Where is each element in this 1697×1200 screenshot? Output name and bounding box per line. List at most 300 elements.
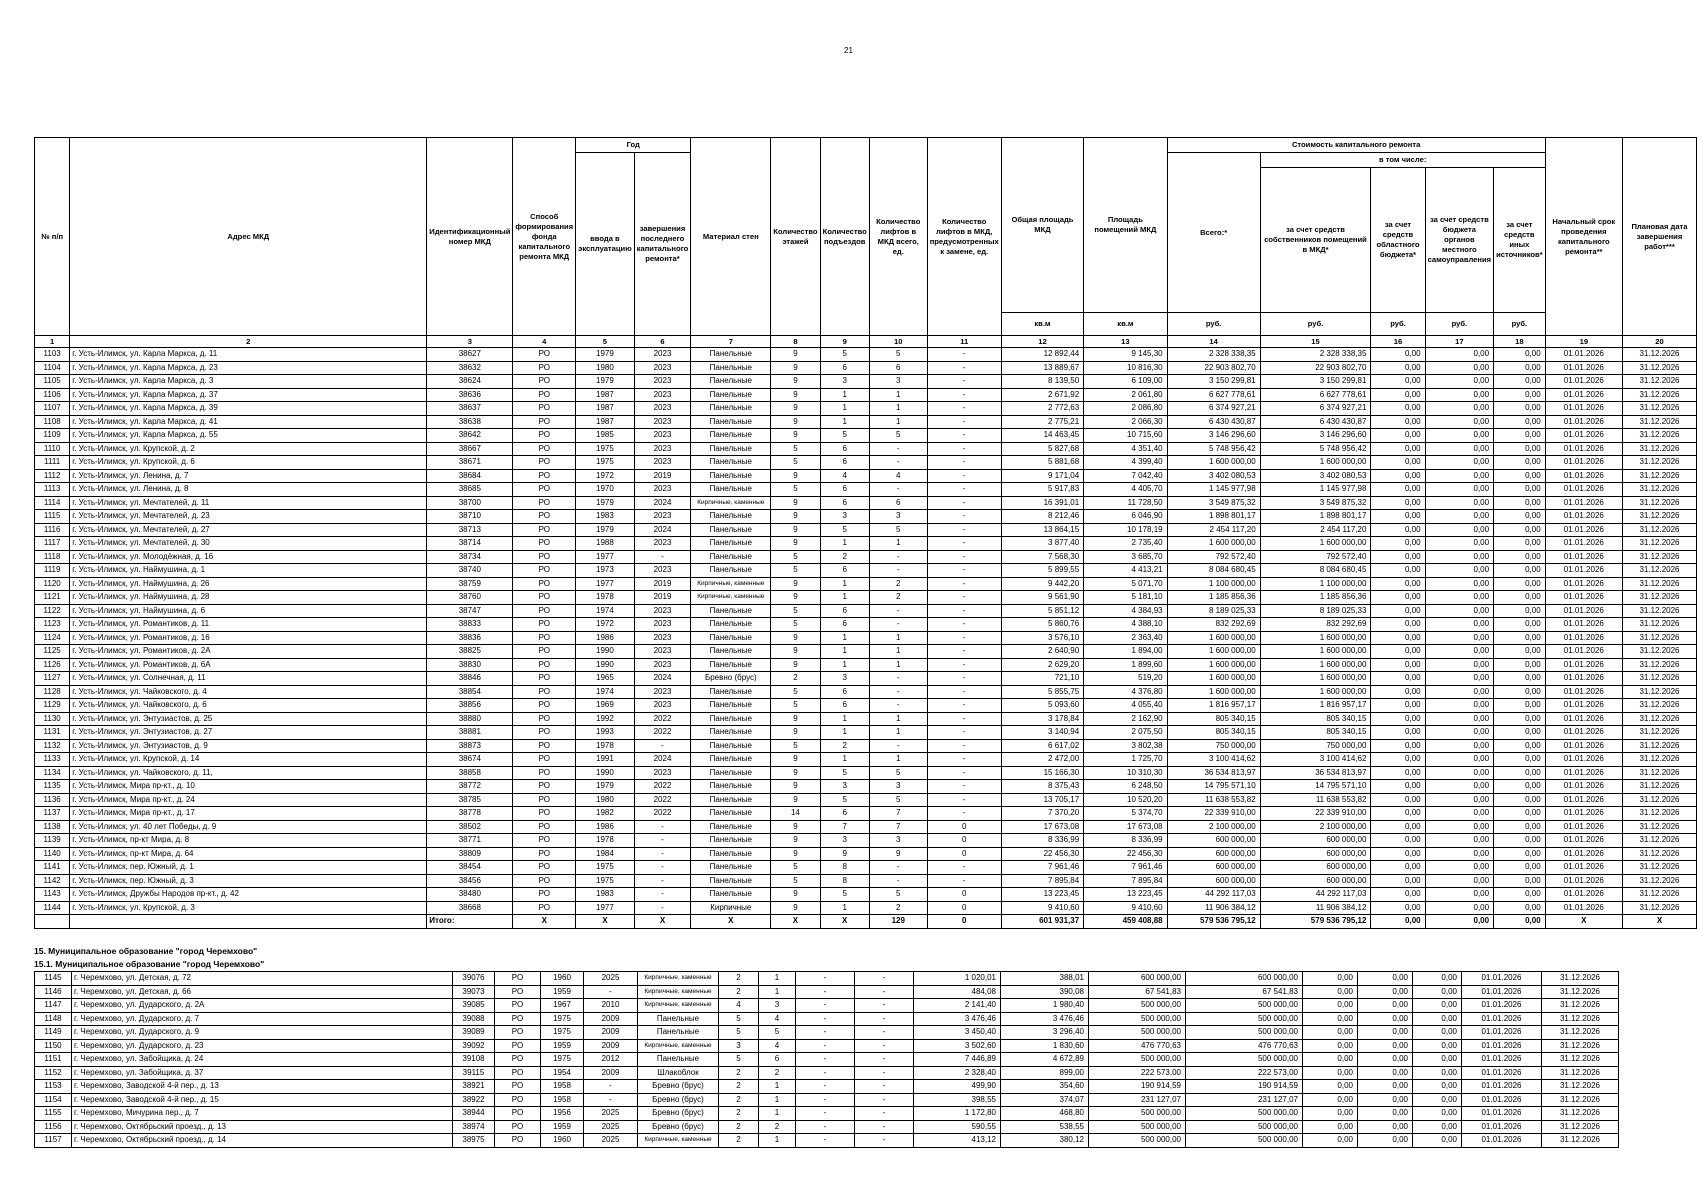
table-cell: 2023 [634,415,691,429]
table-cell: Панельные [691,807,771,821]
table-cell: 1987 [576,402,635,416]
table-cell: 8 084 680,45 [1260,564,1371,578]
table-cell: - [869,456,927,470]
table-cell: 5 899,55 [1001,564,1083,578]
table-cell: 0,00 [1371,564,1425,578]
table-cell: 750 000,00 [1260,739,1371,753]
table-cell: 0,00 [1494,469,1546,483]
table-cell: г. Усть-Илимск, Дружбы Народов пр-кт., д. 42 [70,888,427,902]
table-cell: 38740 [427,564,513,578]
table-cell: 01.01.2026 [1462,1053,1542,1067]
table-cell: 2023 [634,388,691,402]
table-cell: 0,00 [1494,658,1546,672]
table-cell: 3 549 875,32 [1167,496,1260,510]
total-cell: 129 [869,915,927,929]
table-cell: 2023 [634,685,691,699]
table-cell: 4 [869,469,927,483]
table-cell: РО [513,888,576,902]
table-cell: 1978 [576,739,635,753]
column-number: 6 [634,336,691,348]
table-cell: 38642 [427,429,513,443]
table-cell: 0,00 [1413,972,1462,986]
table-cell: 0,00 [1494,429,1546,443]
table-cell: 0,00 [1303,1120,1358,1134]
table-cell: - [927,874,1001,888]
table-cell: 0,00 [1425,523,1493,537]
table-cell: 6 374 927,21 [1167,402,1260,416]
table-cell: г. Усть-Илимск, ул. Крупской, д. 14 [70,753,427,767]
table-cell: 5 [771,456,820,470]
table-cell: 31.12.2026 [1542,1026,1619,1040]
table-cell: 2 [719,1080,759,1094]
table-cell: Кирпичные, каменные [638,1134,719,1148]
table-cell: Кирпичные, каменные [691,496,771,510]
table-cell: 38456 [427,874,513,888]
table-cell: 1 [820,726,869,740]
table-cell: 0,00 [1358,1080,1413,1094]
table-cell: 2022 [634,793,691,807]
table-cell: 500 000,00 [1089,1053,1186,1067]
table-cell: 805 340,15 [1260,726,1371,740]
table-cell: 5 181,10 [1084,591,1167,605]
table-cell: 0,00 [1303,985,1358,999]
table-cell: 899,00 [1001,1066,1089,1080]
table-cell: РО [495,1039,541,1053]
table-cell: 01.01.2026 [1545,537,1622,551]
column-number: 16 [1371,336,1425,348]
table-cell: - [634,874,691,888]
col-total-area-header: Общая площадь МКД [1001,138,1083,313]
table-cell: - [634,847,691,861]
table-cell: 388,01 [1001,972,1089,986]
table-cell: 0,00 [1413,1107,1462,1121]
table-cell: - [927,712,1001,726]
table-cell: 9 [771,847,820,861]
table-cell: 38637 [427,402,513,416]
table-cell: 2 066,30 [1084,415,1167,429]
table-cell: 0,00 [1413,1134,1462,1148]
table-cell: 9 [771,537,820,551]
table-cell: 8 [820,861,869,875]
table-cell: 39088 [453,1012,495,1026]
table-cell: 1960 [541,1134,584,1148]
table-cell: 31.12.2026 [1622,483,1696,497]
table-cell: 2023 [634,766,691,780]
table-cell: 0,00 [1303,1066,1358,1080]
table-row [35,739,1697,753]
table-cell: 16 391,01 [1001,496,1083,510]
col-year-last-repair-header: завершения последнего капитального ремонта* [634,153,691,336]
table-cell: 398,55 [914,1093,1001,1107]
table-cell: 0 [927,888,1001,902]
table-cell: 538,55 [1001,1120,1089,1134]
table-cell: - [927,550,1001,564]
table-cell: 1983 [576,510,635,524]
table-cell: 2025 [584,1107,638,1121]
table-cell: 11 638 553,82 [1260,793,1371,807]
table-cell: - [927,793,1001,807]
capital-repair-table [34,137,1697,929]
table-cell: РО [495,1134,541,1148]
table-cell: 1105 [35,375,70,389]
table-cell: 39115 [453,1066,495,1080]
table-cell: 1 [759,1134,796,1148]
table-cell: - [634,901,691,915]
table-cell: 1 600 000,00 [1167,672,1260,686]
table-cell: 31.12.2026 [1622,645,1696,659]
table-cell: 1 [869,753,927,767]
table-cell: 1121 [35,591,70,605]
table-cell: Панельные [691,766,771,780]
table-cell: 3 [820,375,869,389]
table-cell: 0,00 [1494,402,1546,416]
table-cell: 2023 [634,645,691,659]
unit-label: руб. [1371,313,1425,336]
table-cell: Панельные [691,348,771,362]
table-cell: 0,00 [1358,1053,1413,1067]
table-cell: 1 [869,726,927,740]
table-cell: Панельные [691,820,771,834]
table-cell: Панельные [691,388,771,402]
table-cell: 2 162,90 [1084,712,1167,726]
table-cell: 5 [771,618,820,632]
table-cell: 0,00 [1371,496,1425,510]
table-cell: 5 [771,442,820,456]
table-row [35,834,1697,848]
table-cell: 1975 [541,1053,584,1067]
table-cell: 1993 [576,726,635,740]
table-cell: Панельные [691,753,771,767]
table-cell: - [927,591,1001,605]
table-cell: 0,00 [1358,1093,1413,1107]
table-cell: 31.12.2026 [1542,1039,1619,1053]
table-cell: 01.01.2026 [1545,793,1622,807]
table-row [35,348,1697,362]
table-cell: 11 906 384,12 [1167,901,1260,915]
table-cell: г. Черемхово, ул. Дударского, д. 2А [72,999,453,1013]
table-cell: 0,00 [1303,1134,1358,1148]
table-cell: - [927,780,1001,794]
table-cell: Кирпичные, каменные [638,1039,719,1053]
table-cell: 1975 [541,1026,584,1040]
table-cell: 0,00 [1425,618,1493,632]
table-cell: 1 725,70 [1084,753,1167,767]
table-cell: 2009 [584,1012,638,1026]
table-cell: 1 [820,591,869,605]
table-cell: 11 638 553,82 [1167,793,1260,807]
table-cell: 7 [820,820,869,834]
table-cell: 8 375,43 [1001,780,1083,794]
table-cell: 500 000,00 [1089,1026,1186,1040]
table-cell: Панельные [691,888,771,902]
table-cell: 31.12.2026 [1542,1120,1619,1134]
table-cell: 0,00 [1494,739,1546,753]
table-cell: 0,00 [1371,847,1425,861]
table-cell: 500 000,00 [1186,1026,1303,1040]
table-row [35,658,1697,672]
table-cell: РО [513,469,576,483]
table-cell: 0,00 [1413,1012,1462,1026]
table-cell: 0,00 [1425,645,1493,659]
table-cell: 0,00 [1425,442,1493,456]
table-cell: 0,00 [1425,631,1493,645]
table-cell: 0,00 [1494,510,1546,524]
table-cell: РО [513,510,576,524]
table-cell: 1992 [576,712,635,726]
table-row [35,537,1697,551]
table-cell: 0,00 [1425,456,1493,470]
table-cell: 2023 [634,402,691,416]
table-cell: 0,00 [1371,456,1425,470]
table-cell: 1137 [35,807,70,821]
table-cell: 9 [771,658,820,672]
table-cell: 8 [820,874,869,888]
table-cell: 7 [869,807,927,821]
table-cell: 31.12.2026 [1622,456,1696,470]
table-cell: 600 000,00 [1260,874,1371,888]
table-cell: - [927,861,1001,875]
table-cell: 4 [759,1012,796,1026]
table-cell: 6 430 430,87 [1260,415,1371,429]
table-cell: 0,00 [1425,726,1493,740]
table-cell: Панельные [691,456,771,470]
table-cell: 1104 [35,361,70,375]
total-cell: X [771,915,820,929]
table-cell: 1 [820,402,869,416]
table-row [35,861,1697,875]
table-cell: РО [513,604,576,618]
table-cell: 38632 [427,361,513,375]
table-cell: 38856 [427,699,513,713]
table-cell: 1984 [576,847,635,861]
table-cell: РО [513,388,576,402]
table-cell: 12 892,44 [1001,348,1083,362]
table-cell: 31.12.2026 [1622,523,1696,537]
table-row [35,361,1697,375]
table-cell: 0,00 [1371,766,1425,780]
table-cell: Панельные [691,604,771,618]
table-cell: 1126 [35,658,70,672]
table-cell: 0,00 [1494,807,1546,821]
year-group-header: Год [576,138,691,153]
table-cell: 0,00 [1425,577,1493,591]
table-cell: 1 [759,985,796,999]
column-number: 15 [1260,336,1371,348]
table-row [35,564,1697,578]
table-cell: 01.01.2026 [1545,361,1622,375]
table-cell: 38674 [427,753,513,767]
table-cell: г. Черемхово, ул. Дударского, д. 9 [72,1026,453,1040]
table-cell: 6 109,00 [1084,375,1167,389]
table-cell: 3 296,40 [1001,1026,1089,1040]
table-cell: 5 [771,874,820,888]
table-cell: РО [513,726,576,740]
table-body [35,972,1619,1148]
table-cell: 1 [820,631,869,645]
table-cell: 2 141,40 [914,999,1001,1013]
table-cell: РО [495,999,541,1013]
table-cell: - [796,1080,855,1094]
table-cell: 31.12.2026 [1622,631,1696,645]
table-cell: г. Усть-Илимск, ул. Крупской, д. 3 [70,901,427,915]
table-cell: 1 145 977,98 [1167,483,1260,497]
table-cell: 2024 [634,523,691,537]
table-cell: 31.12.2026 [1622,793,1696,807]
table-cell: 31.12.2026 [1622,780,1696,794]
table-cell: г. Усть-Илимск, ул. Ленина, д. 7 [70,469,427,483]
table-cell: 8 084 680,45 [1167,564,1260,578]
table-row [35,901,1697,915]
table-cell: 0,00 [1425,712,1493,726]
table-cell: 0,00 [1425,483,1493,497]
table-cell: 2 775,21 [1001,415,1083,429]
table-cell: 2022 [634,726,691,740]
table-cell: 0,00 [1303,1026,1358,1040]
table-cell: 38710 [427,510,513,524]
table-row [35,510,1697,524]
table-cell: 1 [869,658,927,672]
table-cell: 1 600 000,00 [1260,537,1371,551]
total-cell: 459 408,88 [1084,915,1167,929]
table-cell: 3 402 080,53 [1260,469,1371,483]
table-cell: 3 [869,780,927,794]
table-cell: 0,00 [1494,861,1546,875]
table-cell: 0,00 [1371,753,1425,767]
table-cell: 9 [771,496,820,510]
col-start-header: Начальный срок проведения капитального ремонта** [1545,138,1622,336]
table-cell: 31.12.2026 [1622,699,1696,713]
table-cell: 1114 [35,496,70,510]
table-row [35,672,1697,686]
table-cell: 31.12.2026 [1622,550,1696,564]
table-cell: - [927,388,1001,402]
table-cell: 1959 [541,1039,584,1053]
table-cell: 22 903 802,70 [1167,361,1260,375]
table-cell: 14 795 571,10 [1260,780,1371,794]
table-cell: г. Черемхово, ул. Дударского, д. 23 [72,1039,453,1053]
table-cell: 3 402 080,53 [1167,469,1260,483]
table-row [35,888,1697,902]
table-cell: 0,00 [1303,1053,1358,1067]
table-row [35,712,1697,726]
table-cell: 1157 [35,1134,72,1148]
table-cell: Бревно (брус) [638,1080,719,1094]
table-cell: 31.12.2026 [1622,510,1696,524]
table-cell: 0,00 [1371,523,1425,537]
table-cell: - [927,469,1001,483]
table-cell: 38975 [453,1134,495,1148]
table-cell: 31.12.2026 [1622,496,1696,510]
table-cell: 38667 [427,442,513,456]
table-cell: 3 [820,510,869,524]
table-cell: 9 [771,591,820,605]
table-cell: 590,55 [914,1120,1001,1134]
table-cell: 2024 [634,672,691,686]
table-cell: Бревно (брус) [638,1093,719,1107]
table-cell: 01.01.2026 [1545,456,1622,470]
table-cell: 38760 [427,591,513,605]
table-row [35,847,1697,861]
table-cell: 0,00 [1494,888,1546,902]
table-cell: 38502 [427,820,513,834]
table-cell: - [796,1107,855,1121]
table-cell: 31.12.2026 [1622,658,1696,672]
total-cell: 601 931,37 [1001,915,1083,929]
table-cell: 9 171,04 [1001,469,1083,483]
table-cell: - [927,510,1001,524]
table-cell: 6 [820,442,869,456]
table-cell: 2023 [634,537,691,551]
col-year-commission-header: ввода в эксплуатацию [576,153,635,336]
table-cell: 1974 [576,685,635,699]
table-cell: 6 430 430,87 [1167,415,1260,429]
table-cell: 38809 [427,847,513,861]
table-cell: - [927,577,1001,591]
table-cell: 1 600 000,00 [1167,645,1260,659]
table-cell: 0,00 [1425,699,1493,713]
table-cell: 01.01.2026 [1462,1066,1542,1080]
table-cell: 01.01.2026 [1462,1012,1542,1026]
table-cell: 0,00 [1494,550,1546,564]
table-cell: 31.12.2026 [1622,375,1696,389]
table-cell: 6 [820,483,869,497]
table-cell: 2 640,90 [1001,645,1083,659]
table-cell: 1 [759,1093,796,1107]
table-cell: 3 802,38 [1084,739,1167,753]
table-cell: 1987 [576,415,635,429]
table-cell: 38854 [427,685,513,699]
column-number: 1 [35,336,70,348]
col-lifts-replace-header: Количество лифтов в МКД, предусмотренных к замене, ед. [927,138,1001,336]
table-cell [70,915,427,929]
table-cell: 3 150 299,81 [1167,375,1260,389]
table-cell: - [927,753,1001,767]
table-cell: 31.12.2026 [1622,685,1696,699]
table-cell: РО [513,820,576,834]
total-cell: 0,00 [1425,915,1493,929]
table-cell: 5 860,76 [1001,618,1083,632]
column-number: 3 [427,336,513,348]
table-cell: РО [495,1120,541,1134]
table-cell: 9 [771,429,820,443]
table-cell: 7 370,20 [1001,807,1083,821]
table-row [35,1120,1619,1134]
table-cell: 01.01.2026 [1545,631,1622,645]
table-cell: РО [513,658,576,672]
table-cell: 3 450,40 [914,1026,1001,1040]
column-number: 2 [70,336,427,348]
table-cell: г. Черемхово, Заводской 4-й пер., д. 13 [72,1080,453,1094]
table-cell: РО [495,972,541,986]
table-cell: - [927,766,1001,780]
table-cell: 38624 [427,375,513,389]
table-cell: 0,00 [1303,972,1358,986]
table-cell: 1975 [541,1012,584,1026]
table-cell: 9 [771,712,820,726]
table-cell: 5 [820,888,869,902]
table-cell: 1975 [576,861,635,875]
table-cell: 1980 [576,793,635,807]
table-cell: 0,00 [1371,726,1425,740]
table-cell: 0,00 [1494,375,1546,389]
table-cell: - [869,685,927,699]
table-cell: 3 178,84 [1001,712,1083,726]
table-row [35,726,1697,740]
table-cell: 1 145 977,98 [1260,483,1371,497]
table-cell: 0,00 [1371,901,1425,915]
table-cell: 5 [820,766,869,780]
col-owners-header: за счет средств собственников помещений в МКД* [1260,168,1371,313]
